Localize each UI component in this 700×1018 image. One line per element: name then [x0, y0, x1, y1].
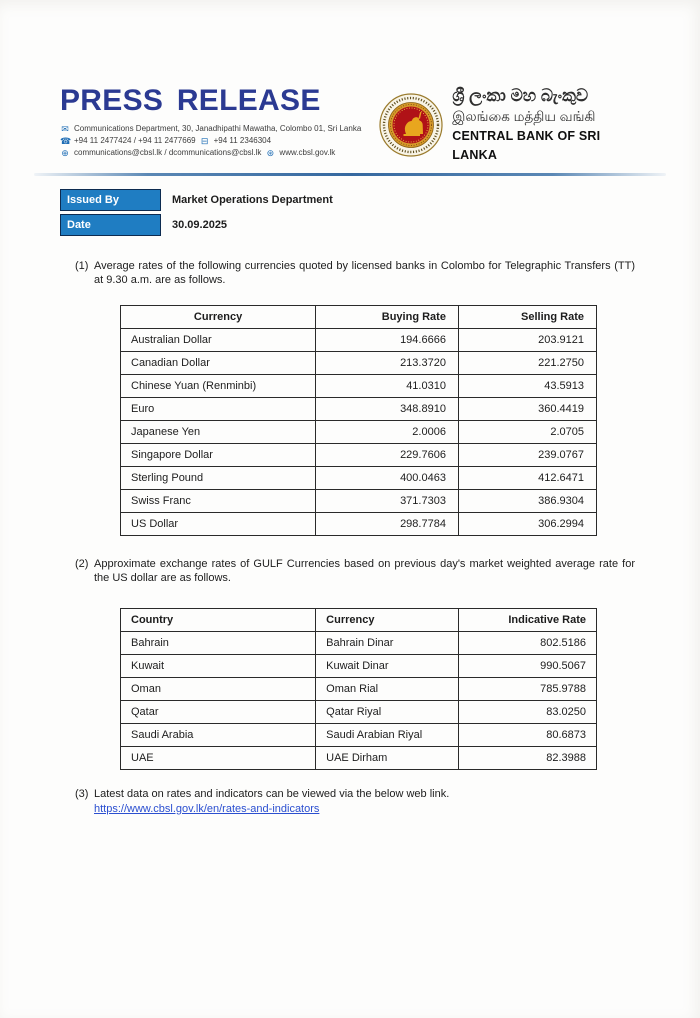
table-row [121, 375, 597, 398]
table-cell: Sterling Pound [121, 467, 316, 490]
contact-web-line [60, 147, 379, 159]
table-cell: 306.2994 [458, 513, 596, 536]
paragraph-1-number: (1) [75, 260, 89, 272]
globe-icon: ⊕ [61, 147, 69, 158]
table-cell: Canadian Dollar [121, 352, 316, 375]
column-header: Indicative Rate [458, 609, 596, 632]
table-cell: Kuwait [121, 655, 316, 678]
table-row [121, 490, 597, 513]
fax-icon: ⊟ [200, 135, 209, 146]
table-row [121, 444, 597, 467]
issued-by-value: Market Operations Department [172, 194, 333, 206]
table-cell: 348.8910 [316, 398, 459, 421]
date-value: 30.09.2025 [172, 219, 228, 231]
rates-link[interactable]: https://www.cbsl.gov.lk/en/rates-and-indicators [94, 802, 320, 815]
issued-by-row [60, 189, 640, 211]
column-header: Buying Rate [316, 306, 459, 329]
table-cell: Qatar [121, 701, 316, 724]
press-release-title: PRESS RELEASE [60, 84, 321, 117]
table-cell: Oman Rial [316, 678, 459, 701]
table-cell: Oman [121, 678, 316, 701]
table-row [121, 467, 597, 490]
table-cell: 229.7606 [316, 444, 459, 467]
column-header: Selling Rate [458, 306, 596, 329]
table-cell: 239.0767 [458, 444, 596, 467]
table-cell: Japanese Yen [121, 421, 316, 444]
paragraph-3 [75, 788, 635, 802]
table-cell: 213.3720 [316, 352, 459, 375]
paragraph-3-text: Latest data on rates and indicators can be viewed via the below web link. [94, 788, 450, 800]
issue-meta [60, 189, 640, 236]
table-cell: 80.6873 [458, 724, 596, 747]
contact-phones: +94 11 2477424 / +94 11 2477669 [74, 136, 196, 145]
column-header: Country [121, 609, 316, 632]
rates-link-line [94, 803, 640, 817]
table-cell: 41.0310 [316, 375, 459, 398]
table-cell: 360.4419 [458, 398, 596, 421]
table-row [121, 398, 597, 421]
letterhead [60, 86, 640, 165]
bank-name-english: CENTRAL BANK OF SRI LANKA [452, 129, 601, 162]
table-cell: 83.0250 [458, 701, 596, 724]
cbsl-seal-logo [379, 93, 443, 157]
table-cell: UAE Dirham [316, 747, 459, 770]
table-cell: Euro [121, 398, 316, 421]
table-row [121, 655, 597, 678]
table-cell: Singapore Dollar [121, 444, 316, 467]
table-header-row [121, 609, 597, 632]
table-header-row [121, 306, 597, 329]
table-cell: UAE [121, 747, 316, 770]
table-cell: Qatar Riyal [316, 701, 459, 724]
table-cell: 412.6471 [458, 467, 596, 490]
contact-emails: communications@cbsl.lk / dcommunications@cbsl.lk [74, 148, 262, 157]
table-cell: Saudi Arabian Riyal [316, 724, 459, 747]
paragraph-2-text: Approximate exchange rates of GULF Currencies based on previous day's market weighted average rate for the US dollar are as follows. [94, 558, 635, 584]
table-cell: 802.5186 [458, 632, 596, 655]
paragraph-1-text: Average rates of the following currencies quoted by licensed banks in Colombo for Telegraphic Transfers (TT) at 9.30 a.m. are as follows. [94, 260, 635, 286]
table-cell: Kuwait Dinar [316, 655, 459, 678]
table-cell: 371.7303 [316, 490, 459, 513]
paragraph-1 [75, 260, 635, 287]
date-row [60, 214, 640, 236]
bank-name-tamil: இலங்கை மத்திய வங்கி [452, 109, 596, 124]
table-cell: 221.2750 [458, 352, 596, 375]
table-cell: 785.9788 [458, 678, 596, 701]
phone-icon: ☎ [60, 135, 72, 146]
header-divider [34, 173, 666, 176]
table-row [121, 352, 597, 375]
table-cell: 203.9121 [458, 329, 596, 352]
table-row [121, 747, 597, 770]
date-label: Date [60, 214, 161, 236]
table-row [121, 329, 597, 352]
table-cell: 2.0006 [316, 421, 459, 444]
table-cell: 194.6666 [316, 329, 459, 352]
contact-address-line [60, 123, 379, 135]
column-header: Currency [121, 306, 316, 329]
table-cell: Saudi Arabia [121, 724, 316, 747]
table-cell: 386.9304 [458, 490, 596, 513]
paragraph-2 [75, 558, 635, 585]
table-cell: 82.3988 [458, 747, 596, 770]
table-cell: Australian Dollar [121, 329, 316, 352]
table-cell: 298.7784 [316, 513, 459, 536]
body-content [75, 260, 640, 816]
tt-rates-table [120, 305, 597, 536]
table-row [121, 421, 597, 444]
contact-phone-line [60, 135, 379, 147]
contact-website: www.cbsl.gov.lk [279, 148, 336, 157]
table-cell: Chinese Yuan (Renminbi) [121, 375, 316, 398]
column-header: Currency [316, 609, 459, 632]
paragraph-2-number: (2) [75, 558, 89, 570]
table-row [121, 678, 597, 701]
table-cell: 990.5067 [458, 655, 596, 678]
table-cell: US Dollar [121, 513, 316, 536]
table-row [121, 724, 597, 747]
table-cell: Bahrain [121, 632, 316, 655]
table-row [121, 701, 597, 724]
contact-fax: +94 11 2346304 [213, 136, 272, 145]
paragraph-3-number: (3) [75, 788, 89, 800]
table-cell: 2.0705 [458, 421, 596, 444]
contact-address: Communications Department, 30, Janadhipathi Mawatha, Colombo 01, Sri Lanka [74, 124, 362, 133]
table-row [121, 632, 597, 655]
table-cell: Swiss Franc [121, 490, 316, 513]
table-cell: Bahrain Dinar [316, 632, 459, 655]
table-cell: 400.0463 [316, 467, 459, 490]
table-cell: 43.5913 [458, 375, 596, 398]
bank-name-sinhala: ශ්‍රී ලංකා මහ බැංකුව [452, 86, 589, 105]
issued-by-label: Issued By [60, 189, 161, 211]
envelope-icon: ✉ [61, 123, 69, 134]
web-icon: ⊛ [266, 147, 275, 158]
gulf-rates-table [120, 608, 597, 770]
table-row [121, 513, 597, 536]
